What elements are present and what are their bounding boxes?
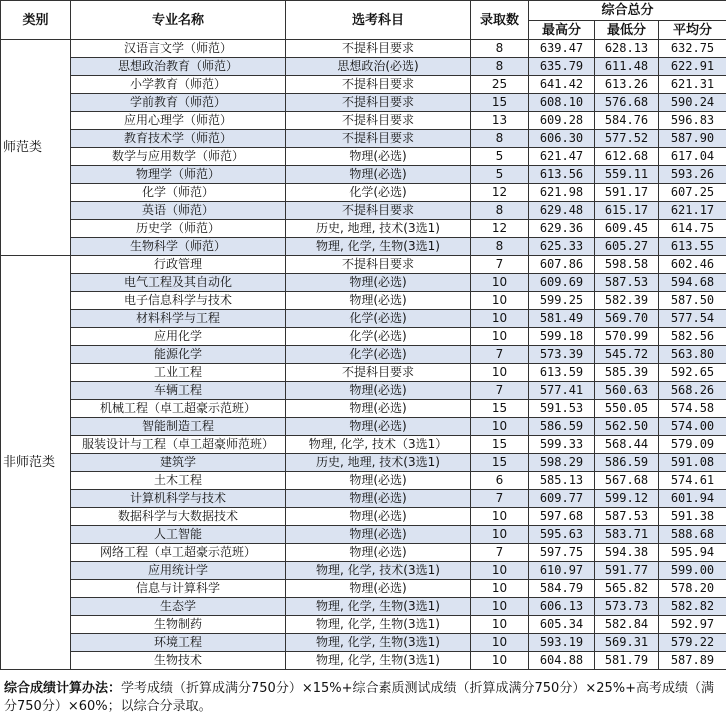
table-row bbox=[1, 274, 726, 292]
max-score-cell: 599.33 bbox=[529, 436, 595, 454]
major-cell: 小学教育（师范） bbox=[71, 76, 286, 94]
major-cell: 工业工程 bbox=[71, 364, 286, 382]
min-score-cell: 550.05 bbox=[595, 400, 659, 418]
min-score-cell: 567.68 bbox=[595, 472, 659, 490]
avg-score-cell: 593.26 bbox=[659, 166, 726, 184]
enroll-cell: 8 bbox=[471, 238, 529, 256]
enroll-cell: 8 bbox=[471, 130, 529, 148]
subjects-cell: 物理(必选) bbox=[286, 526, 471, 544]
enroll-cell: 10 bbox=[471, 598, 529, 616]
header-max: 最高分 bbox=[529, 21, 595, 40]
major-cell: 材料科学与工程 bbox=[71, 310, 286, 328]
min-score-cell: 570.99 bbox=[595, 328, 659, 346]
table-row bbox=[1, 202, 726, 220]
enroll-cell: 10 bbox=[471, 418, 529, 436]
table-row bbox=[1, 652, 726, 670]
header-avg: 平均分 bbox=[659, 21, 726, 40]
major-cell: 机械工程（卓工超豪示范班） bbox=[71, 400, 286, 418]
header-major: 专业名称 bbox=[71, 1, 286, 40]
avg-score-cell: 587.90 bbox=[659, 130, 726, 148]
major-cell: 电子信息科学与技术 bbox=[71, 292, 286, 310]
max-score-cell: 608.10 bbox=[529, 94, 595, 112]
min-score-cell: 562.50 bbox=[595, 418, 659, 436]
major-cell: 土木工程 bbox=[71, 472, 286, 490]
enroll-cell: 7 bbox=[471, 382, 529, 400]
max-score-cell: 606.13 bbox=[529, 598, 595, 616]
subjects-cell: 历史, 地理, 技术(3选1) bbox=[286, 454, 471, 472]
table-row bbox=[1, 310, 726, 328]
max-score-cell: 610.97 bbox=[529, 562, 595, 580]
min-score-cell: 584.76 bbox=[595, 112, 659, 130]
major-cell: 生态学 bbox=[71, 598, 286, 616]
avg-score-cell: 607.25 bbox=[659, 184, 726, 202]
subjects-cell: 物理(必选) bbox=[286, 400, 471, 418]
min-score-cell: 612.68 bbox=[595, 148, 659, 166]
major-cell: 智能制造工程 bbox=[71, 418, 286, 436]
subjects-cell: 物理(必选) bbox=[286, 292, 471, 310]
enroll-cell: 10 bbox=[471, 562, 529, 580]
subjects-cell: 思想政治(必选) bbox=[286, 58, 471, 76]
max-score-cell: 584.79 bbox=[529, 580, 595, 598]
subjects-cell: 物理(必选) bbox=[286, 274, 471, 292]
max-score-cell: 609.69 bbox=[529, 274, 595, 292]
table-row bbox=[1, 508, 726, 526]
table-row bbox=[1, 94, 726, 112]
subjects-cell: 不提科目要求 bbox=[286, 76, 471, 94]
major-cell: 人工智能 bbox=[71, 526, 286, 544]
avg-score-cell: 595.94 bbox=[659, 544, 726, 562]
subjects-cell: 不提科目要求 bbox=[286, 40, 471, 58]
min-score-cell: 599.12 bbox=[595, 490, 659, 508]
enroll-cell: 15 bbox=[471, 436, 529, 454]
subjects-cell: 物理, 化学, 技术（3选1） bbox=[286, 436, 471, 454]
table-row bbox=[1, 454, 726, 472]
max-score-cell: 593.19 bbox=[529, 634, 595, 652]
enroll-cell: 15 bbox=[471, 454, 529, 472]
major-cell: 电气工程及其自动化 bbox=[71, 274, 286, 292]
major-cell: 应用统计学 bbox=[71, 562, 286, 580]
table-row bbox=[1, 328, 726, 346]
max-score-cell: 581.49 bbox=[529, 310, 595, 328]
enroll-cell: 10 bbox=[471, 310, 529, 328]
enroll-cell: 7 bbox=[471, 490, 529, 508]
max-score-cell: 625.33 bbox=[529, 238, 595, 256]
max-score-cell: 595.63 bbox=[529, 526, 595, 544]
enroll-cell: 8 bbox=[471, 202, 529, 220]
max-score-cell: 609.28 bbox=[529, 112, 595, 130]
avg-score-cell: 579.22 bbox=[659, 634, 726, 652]
max-score-cell: 621.98 bbox=[529, 184, 595, 202]
max-score-cell: 641.42 bbox=[529, 76, 595, 94]
major-cell: 历史学（师范） bbox=[71, 220, 286, 238]
table-row bbox=[1, 472, 726, 490]
table-row bbox=[1, 562, 726, 580]
avg-score-cell: 577.54 bbox=[659, 310, 726, 328]
header-enroll: 录取数 bbox=[471, 1, 529, 40]
min-score-cell: 560.63 bbox=[595, 382, 659, 400]
min-score-cell: 569.70 bbox=[595, 310, 659, 328]
min-score-cell: 628.13 bbox=[595, 40, 659, 58]
avg-score-cell: 588.68 bbox=[659, 526, 726, 544]
subjects-cell: 物理(必选) bbox=[286, 166, 471, 184]
enroll-cell: 5 bbox=[471, 148, 529, 166]
table-body bbox=[1, 40, 726, 670]
avg-score-cell: 574.58 bbox=[659, 400, 726, 418]
table-row bbox=[1, 256, 726, 274]
subjects-cell: 物理(必选) bbox=[286, 544, 471, 562]
min-score-cell: 577.52 bbox=[595, 130, 659, 148]
subjects-cell: 不提科目要求 bbox=[286, 364, 471, 382]
min-score-cell: 576.68 bbox=[595, 94, 659, 112]
avg-score-cell: 613.55 bbox=[659, 238, 726, 256]
min-score-cell: 598.58 bbox=[595, 256, 659, 274]
avg-score-cell: 622.91 bbox=[659, 58, 726, 76]
avg-score-cell: 582.56 bbox=[659, 328, 726, 346]
avg-score-cell: 591.38 bbox=[659, 508, 726, 526]
table-row bbox=[1, 184, 726, 202]
table-row bbox=[1, 112, 726, 130]
avg-score-cell: 563.80 bbox=[659, 346, 726, 364]
subjects-cell: 物理(必选) bbox=[286, 490, 471, 508]
table-row bbox=[1, 634, 726, 652]
major-cell: 车辆工程 bbox=[71, 382, 286, 400]
table-row bbox=[1, 490, 726, 508]
avg-score-cell: 599.00 bbox=[659, 562, 726, 580]
avg-score-cell: 578.20 bbox=[659, 580, 726, 598]
enroll-cell: 15 bbox=[471, 94, 529, 112]
max-score-cell: 577.41 bbox=[529, 382, 595, 400]
avg-score-cell: 592.97 bbox=[659, 616, 726, 634]
avg-score-cell: 592.65 bbox=[659, 364, 726, 382]
avg-score-cell: 582.82 bbox=[659, 598, 726, 616]
enroll-cell: 12 bbox=[471, 220, 529, 238]
max-score-cell: 573.39 bbox=[529, 346, 595, 364]
category-cell: 师范类 bbox=[1, 40, 71, 256]
subjects-cell: 化学(必选) bbox=[286, 328, 471, 346]
max-score-cell: 629.48 bbox=[529, 202, 595, 220]
major-cell: 行政管理 bbox=[71, 256, 286, 274]
max-score-cell: 605.34 bbox=[529, 616, 595, 634]
min-score-cell: 582.84 bbox=[595, 616, 659, 634]
max-score-cell: 613.59 bbox=[529, 364, 595, 382]
min-score-cell: 591.77 bbox=[595, 562, 659, 580]
min-score-cell: 545.72 bbox=[595, 346, 659, 364]
min-score-cell: 594.38 bbox=[595, 544, 659, 562]
table-row bbox=[1, 598, 726, 616]
min-score-cell: 568.44 bbox=[595, 436, 659, 454]
table-row bbox=[1, 526, 726, 544]
avg-score-cell: 596.83 bbox=[659, 112, 726, 130]
subjects-cell: 不提科目要求 bbox=[286, 256, 471, 274]
major-cell: 环境工程 bbox=[71, 634, 286, 652]
enroll-cell: 10 bbox=[471, 616, 529, 634]
category-cell: 非师范类 bbox=[1, 256, 71, 670]
major-cell: 物理学（师范） bbox=[71, 166, 286, 184]
subjects-cell: 不提科目要求 bbox=[286, 94, 471, 112]
max-score-cell: 597.68 bbox=[529, 508, 595, 526]
subjects-cell: 历史, 地理, 技术(3选1) bbox=[286, 220, 471, 238]
major-cell: 学前教育（师范） bbox=[71, 94, 286, 112]
enroll-cell: 5 bbox=[471, 166, 529, 184]
table-row bbox=[1, 166, 726, 184]
avg-score-cell: 594.68 bbox=[659, 274, 726, 292]
footnote bbox=[4, 680, 722, 716]
enroll-cell: 10 bbox=[471, 634, 529, 652]
table-row bbox=[1, 58, 726, 76]
table-row bbox=[1, 400, 726, 418]
major-cell: 汉语言文学（师范） bbox=[71, 40, 286, 58]
max-score-cell: 635.79 bbox=[529, 58, 595, 76]
max-score-cell: 606.30 bbox=[529, 130, 595, 148]
table-row bbox=[1, 220, 726, 238]
major-cell: 思想政治教育（师范） bbox=[71, 58, 286, 76]
max-score-cell: 599.25 bbox=[529, 292, 595, 310]
avg-score-cell: 574.00 bbox=[659, 418, 726, 436]
max-score-cell: 586.59 bbox=[529, 418, 595, 436]
min-score-cell: 613.26 bbox=[595, 76, 659, 94]
min-score-cell: 586.59 bbox=[595, 454, 659, 472]
enroll-cell: 8 bbox=[471, 40, 529, 58]
table-row bbox=[1, 580, 726, 598]
enroll-cell: 12 bbox=[471, 184, 529, 202]
header-composite: 综合总分 bbox=[529, 1, 726, 21]
enroll-cell: 10 bbox=[471, 652, 529, 670]
enroll-cell: 15 bbox=[471, 400, 529, 418]
table-row bbox=[1, 76, 726, 94]
subjects-cell: 物理, 化学, 生物(3选1) bbox=[286, 616, 471, 634]
enroll-cell: 10 bbox=[471, 274, 529, 292]
table-row bbox=[1, 346, 726, 364]
min-score-cell: 559.11 bbox=[595, 166, 659, 184]
min-score-cell: 587.53 bbox=[595, 274, 659, 292]
major-cell: 化学（师范） bbox=[71, 184, 286, 202]
max-score-cell: 604.88 bbox=[529, 652, 595, 670]
min-score-cell: 583.71 bbox=[595, 526, 659, 544]
subjects-cell: 物理, 化学, 生物(3选1) bbox=[286, 634, 471, 652]
min-score-cell: 587.53 bbox=[595, 508, 659, 526]
subjects-cell: 化学(必选) bbox=[286, 184, 471, 202]
enroll-cell: 10 bbox=[471, 364, 529, 382]
major-cell: 服装设计与工程（卓工超豪师范班） bbox=[71, 436, 286, 454]
enroll-cell: 10 bbox=[471, 508, 529, 526]
max-score-cell: 598.29 bbox=[529, 454, 595, 472]
subjects-cell: 物理(必选) bbox=[286, 580, 471, 598]
max-score-cell: 613.56 bbox=[529, 166, 595, 184]
table-row bbox=[1, 382, 726, 400]
major-cell: 应用心理学（师范） bbox=[71, 112, 286, 130]
subjects-cell: 物理(必选) bbox=[286, 508, 471, 526]
header-min: 最低分 bbox=[595, 21, 659, 40]
min-score-cell: 581.79 bbox=[595, 652, 659, 670]
footnote-text: 学考成绩（折算成满分750分）×15%+综合素质测试成绩（折算成满分750分）×25%+高考成绩（满分750分）×60%；以综合分录取。 bbox=[4, 681, 715, 714]
table-row bbox=[1, 364, 726, 382]
avg-score-cell: 614.75 bbox=[659, 220, 726, 238]
major-cell: 教育技术学（师范） bbox=[71, 130, 286, 148]
major-cell: 数学与应用数学（师范） bbox=[71, 148, 286, 166]
table-row bbox=[1, 544, 726, 562]
enroll-cell: 7 bbox=[471, 346, 529, 364]
major-cell: 计算机科学与技术 bbox=[71, 490, 286, 508]
max-score-cell: 591.53 bbox=[529, 400, 595, 418]
avg-score-cell: 617.04 bbox=[659, 148, 726, 166]
min-score-cell: 565.82 bbox=[595, 580, 659, 598]
avg-score-cell: 590.24 bbox=[659, 94, 726, 112]
subjects-cell: 不提科目要求 bbox=[286, 112, 471, 130]
subjects-cell: 物理(必选) bbox=[286, 472, 471, 490]
table-row bbox=[1, 436, 726, 454]
min-score-cell: 573.73 bbox=[595, 598, 659, 616]
major-cell: 英语（师范） bbox=[71, 202, 286, 220]
avg-score-cell: 621.31 bbox=[659, 76, 726, 94]
subjects-cell: 化学(必选) bbox=[286, 310, 471, 328]
max-score-cell: 621.47 bbox=[529, 148, 595, 166]
table-row bbox=[1, 40, 726, 58]
max-score-cell: 607.86 bbox=[529, 256, 595, 274]
min-score-cell: 609.45 bbox=[595, 220, 659, 238]
min-score-cell: 582.39 bbox=[595, 292, 659, 310]
subjects-cell: 物理(必选) bbox=[286, 382, 471, 400]
avg-score-cell: 591.08 bbox=[659, 454, 726, 472]
min-score-cell: 615.17 bbox=[595, 202, 659, 220]
subjects-cell: 化学(必选) bbox=[286, 346, 471, 364]
avg-score-cell: 568.26 bbox=[659, 382, 726, 400]
major-cell: 网络工程（卓工超豪示范班） bbox=[71, 544, 286, 562]
enroll-cell: 10 bbox=[471, 292, 529, 310]
table-row bbox=[1, 616, 726, 634]
subjects-cell: 物理, 化学, 生物(3选1) bbox=[286, 598, 471, 616]
avg-score-cell: 632.75 bbox=[659, 40, 726, 58]
enroll-cell: 10 bbox=[471, 580, 529, 598]
footnote-label: 综合成绩计算办法： bbox=[4, 681, 122, 696]
major-cell: 建筑学 bbox=[71, 454, 286, 472]
avg-score-cell: 587.89 bbox=[659, 652, 726, 670]
header-category: 类别 bbox=[1, 1, 71, 40]
max-score-cell: 639.47 bbox=[529, 40, 595, 58]
max-score-cell: 609.77 bbox=[529, 490, 595, 508]
major-cell: 能源化学 bbox=[71, 346, 286, 364]
avg-score-cell: 574.61 bbox=[659, 472, 726, 490]
enroll-cell: 13 bbox=[471, 112, 529, 130]
enroll-cell: 10 bbox=[471, 328, 529, 346]
table-row bbox=[1, 418, 726, 436]
major-cell: 生物制药 bbox=[71, 616, 286, 634]
avg-score-cell: 579.09 bbox=[659, 436, 726, 454]
avg-score-cell: 587.50 bbox=[659, 292, 726, 310]
subjects-cell: 物理(必选) bbox=[286, 148, 471, 166]
max-score-cell: 629.36 bbox=[529, 220, 595, 238]
major-cell: 数据科学与大数据技术 bbox=[71, 508, 286, 526]
table-row bbox=[1, 130, 726, 148]
enroll-cell: 10 bbox=[471, 526, 529, 544]
subjects-cell: 物理, 化学, 生物(3选1) bbox=[286, 652, 471, 670]
major-cell: 信息与计算科学 bbox=[71, 580, 286, 598]
min-score-cell: 569.31 bbox=[595, 634, 659, 652]
max-score-cell: 597.75 bbox=[529, 544, 595, 562]
table-row bbox=[1, 148, 726, 166]
min-score-cell: 591.17 bbox=[595, 184, 659, 202]
max-score-cell: 585.13 bbox=[529, 472, 595, 490]
enroll-cell: 7 bbox=[471, 544, 529, 562]
subjects-cell: 物理, 化学, 生物(3选1) bbox=[286, 238, 471, 256]
avg-score-cell: 621.17 bbox=[659, 202, 726, 220]
min-score-cell: 605.27 bbox=[595, 238, 659, 256]
max-score-cell: 599.18 bbox=[529, 328, 595, 346]
table-row bbox=[1, 238, 726, 256]
major-cell: 应用化学 bbox=[71, 328, 286, 346]
enroll-cell: 6 bbox=[471, 472, 529, 490]
avg-score-cell: 601.94 bbox=[659, 490, 726, 508]
min-score-cell: 585.39 bbox=[595, 364, 659, 382]
enroll-cell: 7 bbox=[471, 256, 529, 274]
major-cell: 生物技术 bbox=[71, 652, 286, 670]
subjects-cell: 物理(必选) bbox=[286, 418, 471, 436]
min-score-cell: 611.48 bbox=[595, 58, 659, 76]
subjects-cell: 不提科目要求 bbox=[286, 202, 471, 220]
enroll-cell: 8 bbox=[471, 58, 529, 76]
subjects-cell: 不提科目要求 bbox=[286, 130, 471, 148]
subjects-cell: 物理, 化学, 技术(3选1) bbox=[286, 562, 471, 580]
header-subjects: 选考科目 bbox=[286, 1, 471, 40]
avg-score-cell: 602.46 bbox=[659, 256, 726, 274]
major-cell: 生物科学（师范） bbox=[71, 238, 286, 256]
table-row bbox=[1, 292, 726, 310]
enroll-cell: 25 bbox=[471, 76, 529, 94]
